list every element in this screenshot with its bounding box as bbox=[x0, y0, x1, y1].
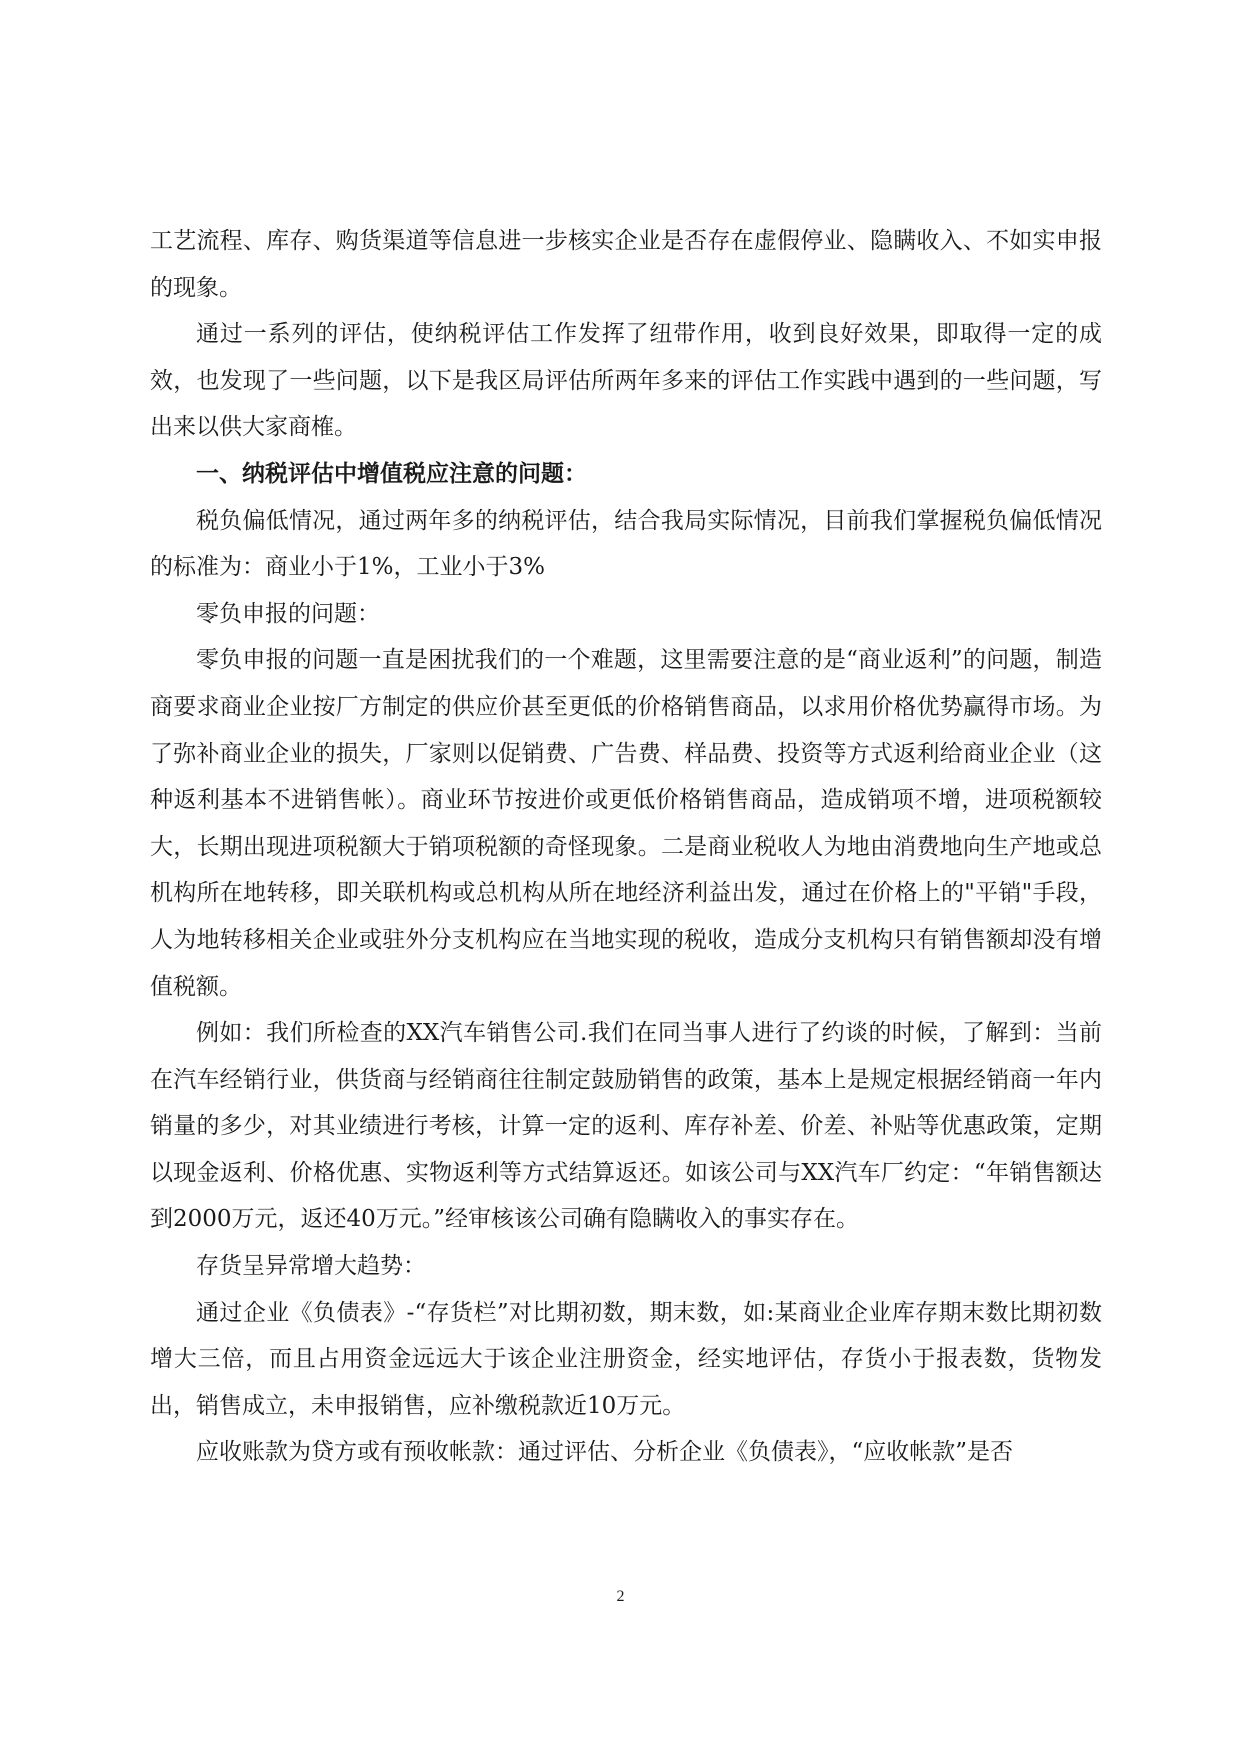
section-heading: 一、纳税评估中增值税应注意的问题： bbox=[196, 459, 587, 487]
paragraph-receivables: 应收账款为贷方或有预收帐款：通过评估、分析企业《负债表》，“应收帐款”是否 bbox=[196, 1439, 1014, 1466]
paragraph-zero-negative: 零负申报的问题一直是困扰我们的一个难题，这里需要注意的是“商业返利”的问题，制造商要求商业企业按厂方制定的供应价甚至更低的价格销售商品，以求用价格优势赢得市场。为了弥补商业企业的损失，厂家则以促销费、广告费、样品费、投资等方式返利给商业企业（这种返利基本不进销售帐）。商业环节按进价或更低价格销售商品，造成销项不增，进项税额较大，长期出现进项税额大于销项税额的奇怪现象。二是商业税收人为地由消费地向生产地或总机构所在地转移，即关联机构或总机构从所在地经济利益出发，通过在价格上的"平销"手段，人为地转移相关企业或驻外分支机构应在当地实现的税收，造成分支机构只有销售额却没有增值税额。 bbox=[150, 647, 1102, 1000]
paragraph-example: 例如：我们所检查的XX汽车销售公司.我们在同当事人进行了约谈的时候，了解到：当前在汽车经销行业，供货商与经销商往往制定鼓励销售的政策，基本上是规定根据经销商一年内销量的多少，对其业绩进行考核，计算一定的返利、库存补差、价差、补贴等优惠政策，定期以现金返利、价格优惠、实物返利等方式结算返还。如该公司与XX汽车厂约定：“年销售额达到2000万元，返还40万元。”经审核该公司确有隐瞒收入的事实存在。 bbox=[150, 1020, 1102, 1233]
page-number: 2 bbox=[616, 1588, 625, 1605]
paragraph-inventory: 通过企业《负债表》-“存货栏”对比期初数，期末数，如:某商业企业库存期末数比期初数增大三倍，而且占用资金远远大于该企业注册资金，经实地评估，存货小于报表数，货物发出，销售成立，未申报销售，应补缴税款近10万元。 bbox=[150, 1299, 1102, 1419]
subheading-zero-negative: 零负申报的问题： bbox=[196, 600, 380, 627]
paragraph-2: 通过一系列的评估，使纳税评估工作发挥了纽带作用，收到良好效果，即取得一定的成效，也发现了一些问题，以下是我区局评估所两年多来的评估工作实践中遇到的一些问题，写出来以供大家商榷。 bbox=[150, 321, 1102, 441]
paragraph-1: 工艺流程、库存、购货渠道等信息进一步核实企业是否存在虚假停业、隐瞒收入、不如实申报的现象。 bbox=[150, 228, 1102, 301]
paragraph-tax-burden: 税负偏低情况，通过两年多的纳税评估，结合我局实际情况，目前我们掌握税负偏低情况的标准为：商业小于1%，工业小于3% bbox=[150, 507, 1102, 581]
document-body bbox=[150, 218, 1102, 1476]
subheading-inventory: 存货呈异常增大趋势： bbox=[196, 1253, 426, 1280]
